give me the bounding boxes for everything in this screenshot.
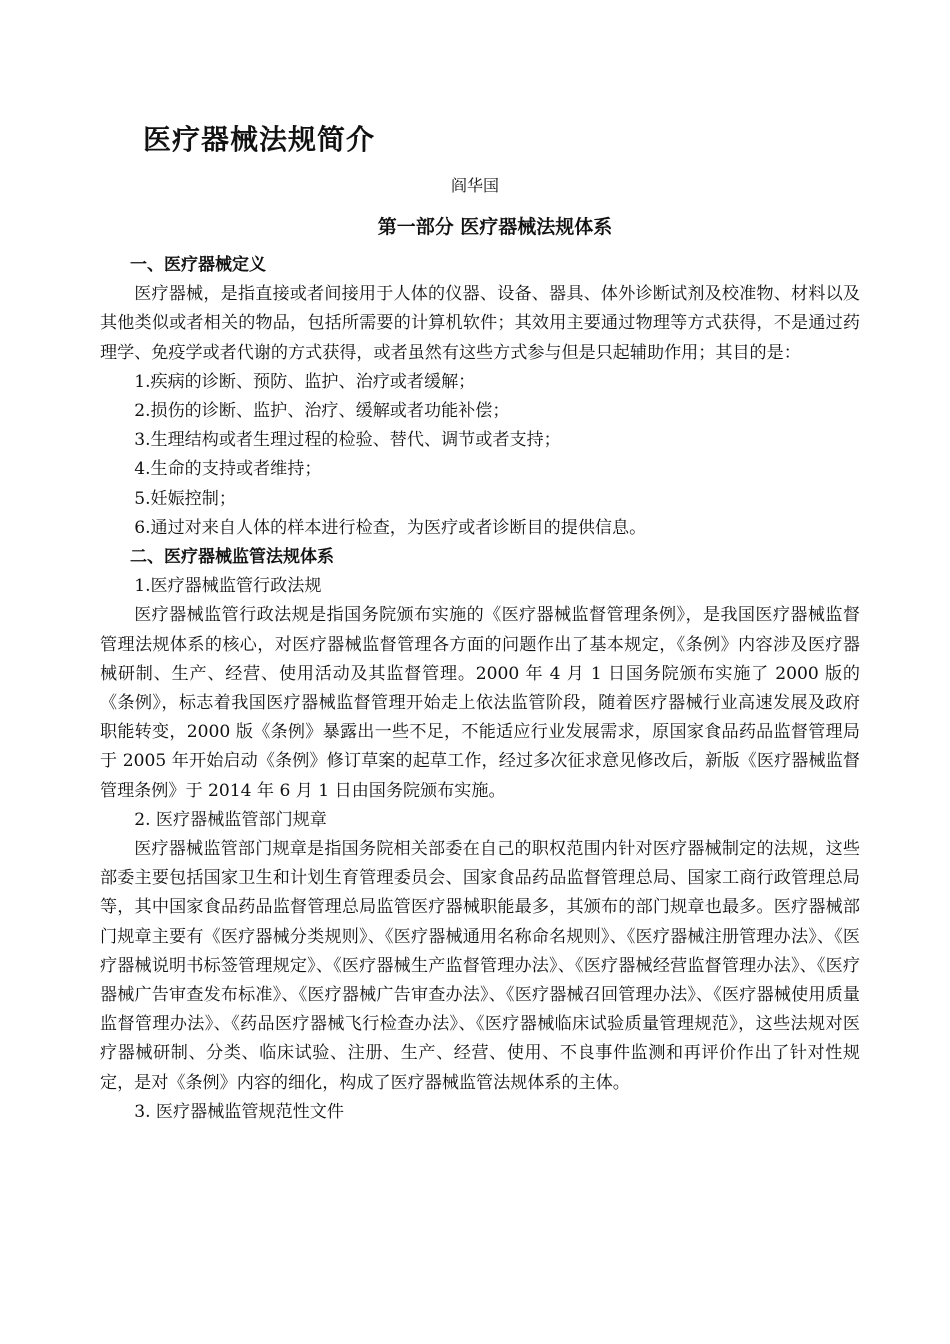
section-heading-regulation-system: 二、医疗器械监管法规体系	[130, 547, 334, 568]
purpose-item: 3.生理结构或者生理过程的检验、替代、调节或者支持；	[134, 430, 561, 451]
section-heading-definition: 一、医疗器械定义	[130, 255, 266, 275]
subsection-title-admin-regulations: 1.医疗器械监管行政法规	[134, 576, 322, 597]
purpose-item: 4.生命的支持或者维持；	[134, 459, 322, 480]
subsection-title-department-rules: 2. 医疗器械监管部门规章	[134, 809, 327, 830]
author-name: 阎华国	[450, 176, 499, 195]
definition-paragraph: 医疗器械，是指直接或者间接用于人体的仪器、设备、器具、体外诊断试剂及校准物、材料以及其他类似或者相关的物品，包括所需要的计算机软件；其效用主要通过物理等方式获得，不是通过药理学、免疫学或者代谢的方式获得，或者虽然有这些方式参与但是只起辅助作用；其目的是：	[100, 284, 860, 363]
purpose-item: 6.通过对来自人体的样本进行检查，为医疗或者诊断目的提供信息。	[134, 517, 647, 538]
purpose-item: 1.疾病的诊断、预防、监护、治疗或者缓解；	[134, 371, 476, 392]
department-rules-paragraph: 医疗器械监管部门规章是指国务院相关部委在自己的职权范围内针对医疗器械制定的法规，这些部委主要包括国家卫生和计划生育管理委员会、国家食品药品监督管理总局、国家工商行政管理总局等，其中国家食品药品监督管理总局监管医疗器械职能最多，其颁布的部门规章也最多。医疗器械部门规章主要有《医疗器械分类规则》、《医疗器械通用名称命名规则》、《医疗器械注册管理办法》、《医疗器械说明书标签管理规定》、《医疗器械生产监督管理办法》、《医疗器械经营监督管理办法》、《医疗器械广告审查发布标准》、《医疗器械广告审查办法》、《医疗器械召回管理办法》、《医疗器械使用质量监督管理办法》、《药品医疗器械飞行检查办法》、《医疗器械临床试验质量管理规范》，这些法规对医疗器械研制、分类、临床试验、注册、生产、经营、使用、不良事件监测和再评价作出了针对性规定，是对《条例》内容的细化，构成了医疗器械监管法规体系的主体。	[100, 839, 860, 1093]
purpose-item: 5.妊娠控制；	[134, 488, 236, 509]
subsection-title-normative-documents: 3. 医疗器械监管规范性文件	[134, 1101, 344, 1122]
purpose-item: 2.损伤的诊断、监护、治疗、缓解或者功能补偿；	[134, 401, 510, 422]
part-heading: 第一部分 医疗器械法规体系	[377, 216, 613, 238]
document-title: 医疗器械法规简介	[143, 123, 376, 156]
document-body	[100, 251, 860, 1127]
admin-regulations-paragraph: 医疗器械监管行政法规是指国务院颁布实施的《医疗器械监督管理条例》，是我国医疗器械监督管理法规体系的核心，对医疗器械监督管理各方面的问题作出了基本规定，《条例》内容涉及医疗器械研制、生产、经营、使用活动及其监督管理。2000 年 4 月 1 日国务院颁布实施了 2000 版的《条例》，标志着我国医疗器械监督管理开始走上依法监管阶段，随着医疗器械行业高速发展及政府职能转变，2000 版《条例》暴露出一些不足，不能适应行业发展需求，原国家食品药品监督管理局于 2005 年开始启动《条例》修订草案的起草工作，经过多次征求意见修改后，新版《医疗器械监督管理条例》于 2014 年 6 月 1 日由国务院颁布实施。	[100, 605, 860, 801]
